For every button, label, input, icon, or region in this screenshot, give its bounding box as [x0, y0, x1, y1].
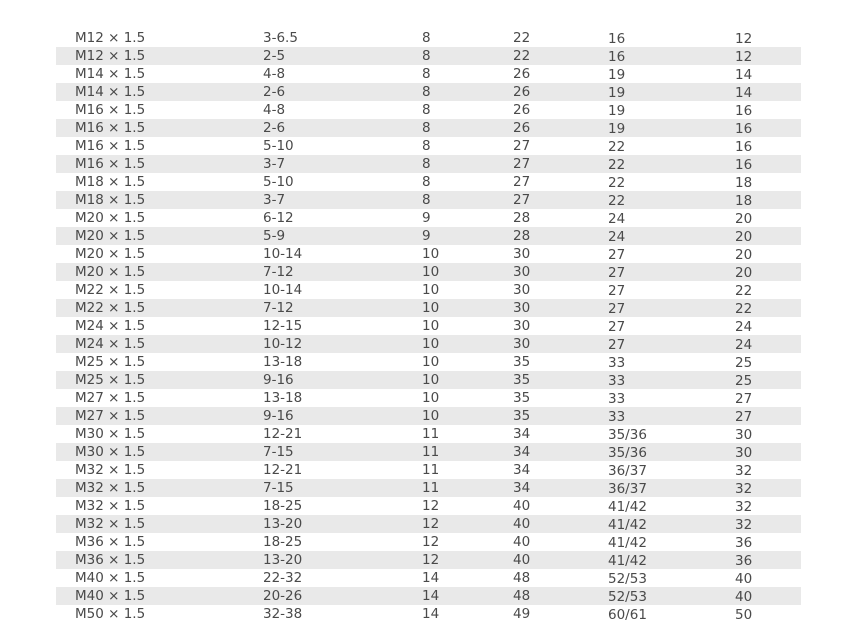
cell-col-3: 10 — [368, 407, 473, 425]
table-row — [56, 605, 801, 623]
cell-thread-size: M30 × 1.5 — [75, 426, 146, 442]
cell-col-6: 18 — [735, 175, 753, 191]
cell-col-6: 24 — [735, 319, 753, 335]
cell-thread-size: M32 × 1.5 — [56, 515, 263, 533]
cell-thread-size: M32 × 1.5 — [75, 462, 146, 478]
cell-thread-size: M32 × 1.5 — [56, 479, 263, 497]
table-row — [56, 47, 801, 65]
cell-cable-range: 32-38 — [263, 606, 303, 622]
cell-col-5: 27 — [608, 247, 626, 263]
cell-cable-range: 13-20 — [263, 515, 368, 533]
cell-col-4: 35 — [513, 354, 531, 370]
table-row — [56, 335, 801, 353]
cell-col-4: 26 — [513, 102, 531, 118]
cell-col-5: 19 — [568, 83, 703, 101]
cell-col-4: 35 — [513, 390, 531, 406]
cell-col-6: 27 — [735, 391, 753, 407]
cell-thread-size: M20 × 1.5 — [75, 246, 146, 262]
cell-col-3: 10 — [422, 246, 440, 262]
cell-col-6: 32 — [735, 463, 753, 479]
cell-col-3: 14 — [422, 570, 440, 586]
cell-col-5: 27 — [608, 283, 626, 299]
cell-col-4: 27 — [513, 138, 531, 154]
table-row — [56, 587, 801, 605]
cell-col-5: 60/61 — [608, 607, 647, 623]
table-row — [56, 299, 801, 317]
cell-cable-range: 7-15 — [263, 443, 368, 461]
cell-cable-range: 13-18 — [263, 354, 303, 370]
cell-col-4: 22 — [473, 47, 568, 65]
cell-col-3: 10 — [368, 335, 473, 353]
cell-cable-range: 3-7 — [263, 155, 368, 173]
cell-col-3: 10 — [368, 371, 473, 389]
cell-thread-size: M16 × 1.5 — [56, 119, 263, 137]
cell-col-5: 22 — [608, 175, 626, 191]
cell-col-5: 22 — [568, 155, 703, 173]
cell-thread-size: M12 × 1.5 — [56, 47, 263, 65]
cell-col-3: 12 — [368, 515, 473, 533]
cell-col-6: 20 — [703, 227, 801, 245]
table-row — [56, 83, 801, 101]
cell-col-3: 8 — [422, 66, 431, 82]
cell-thread-size: M32 × 1.5 — [75, 498, 146, 514]
cell-col-3: 8 — [368, 47, 473, 65]
cell-thread-size: M40 × 1.5 — [75, 570, 146, 586]
cell-col-6: 36 — [735, 535, 753, 551]
cell-cable-range: 10-12 — [263, 335, 368, 353]
cell-col-4: 48 — [473, 587, 568, 605]
table-row — [56, 425, 801, 443]
table-row — [56, 533, 801, 551]
cell-col-5: 19 — [568, 119, 703, 137]
cell-col-5: 24 — [568, 227, 703, 245]
cell-cable-range: 3-6.5 — [263, 30, 298, 46]
cell-cable-range: 9-16 — [263, 407, 368, 425]
cell-col-6: 12 — [735, 31, 753, 47]
cell-cable-range: 18-25 — [263, 498, 303, 514]
cell-col-3: 8 — [368, 191, 473, 209]
cell-thread-size: M18 × 1.5 — [75, 174, 146, 190]
cell-col-5: 22 — [568, 191, 703, 209]
cell-cable-range: 22-32 — [263, 570, 303, 586]
cell-thread-size: M20 × 1.5 — [56, 263, 263, 281]
table-row — [56, 29, 801, 47]
cell-cable-range: 5-10 — [263, 138, 294, 154]
cell-col-5: 19 — [608, 103, 626, 119]
cell-col-6: 32 — [703, 515, 801, 533]
cell-col-4: 34 — [513, 426, 531, 442]
cell-cable-range: 5-10 — [263, 174, 294, 190]
cell-cable-range: 3-7 — [263, 191, 368, 209]
cell-col-6: 14 — [703, 83, 801, 101]
cell-col-3: 9 — [368, 227, 473, 245]
cell-col-6: 20 — [703, 263, 801, 281]
cell-cable-range: 18-25 — [263, 534, 303, 550]
table-row — [56, 137, 801, 155]
table-row — [56, 389, 801, 407]
cell-cable-range: 12-15 — [263, 318, 303, 334]
cell-col-4: 30 — [473, 335, 568, 353]
cell-cable-range: 2-5 — [263, 47, 368, 65]
cell-col-5: 16 — [608, 31, 626, 47]
cell-col-5: 27 — [568, 263, 703, 281]
cell-col-3: 9 — [422, 210, 431, 226]
cell-col-4: 30 — [473, 299, 568, 317]
cell-col-6: 22 — [735, 283, 753, 299]
cell-col-3: 8 — [368, 119, 473, 137]
cell-thread-size: M20 × 1.5 — [75, 210, 146, 226]
cell-col-3: 11 — [422, 462, 440, 478]
cell-col-3: 12 — [422, 498, 440, 514]
cell-col-5: 41/42 — [568, 515, 703, 533]
cell-cable-range: 7-15 — [263, 479, 368, 497]
cell-col-6: 12 — [703, 47, 801, 65]
cell-col-3: 8 — [422, 102, 431, 118]
cell-cable-range: 13-20 — [263, 551, 368, 569]
cell-col-6: 16 — [735, 139, 753, 155]
cell-thread-size: M24 × 1.5 — [75, 318, 146, 334]
cell-thread-size: M24 × 1.5 — [56, 335, 263, 353]
cell-cable-range: 2-6 — [263, 119, 368, 137]
cell-col-4: 26 — [473, 83, 568, 101]
cell-col-4: 26 — [513, 66, 531, 82]
cell-col-6: 16 — [703, 119, 801, 137]
cell-col-5: 27 — [568, 335, 703, 353]
cell-thread-size: M25 × 1.5 — [56, 371, 263, 389]
cell-col-6: 14 — [735, 67, 753, 83]
cell-col-3: 8 — [368, 83, 473, 101]
table-row — [56, 443, 801, 461]
cell-col-5: 27 — [568, 299, 703, 317]
cell-col-3: 10 — [368, 299, 473, 317]
spec-table-body — [56, 29, 801, 623]
cell-col-4: 40 — [473, 515, 568, 533]
cell-cable-range: 5-9 — [263, 227, 368, 245]
cell-col-3: 8 — [422, 174, 431, 190]
cell-col-3: 14 — [422, 606, 440, 622]
cell-col-6: 24 — [703, 335, 801, 353]
cell-col-5: 33 — [568, 407, 703, 425]
cell-col-6: 20 — [735, 211, 753, 227]
cell-thread-size: M27 × 1.5 — [56, 407, 263, 425]
cell-col-5: 27 — [608, 319, 626, 335]
cell-thread-size: M16 × 1.5 — [75, 102, 146, 118]
cell-col-4: 34 — [473, 443, 568, 461]
cell-thread-size: M16 × 1.5 — [75, 138, 146, 154]
cell-col-3: 11 — [368, 443, 473, 461]
cell-thread-size: M22 × 1.5 — [56, 299, 263, 317]
cell-thread-size: M14 × 1.5 — [56, 83, 263, 101]
cell-cable-range: 12-21 — [263, 426, 303, 442]
cell-col-6: 20 — [735, 247, 753, 263]
cell-col-6: 32 — [703, 479, 801, 497]
table-row — [56, 317, 801, 335]
cell-thread-size: M14 × 1.5 — [75, 66, 146, 82]
table-row — [56, 245, 801, 263]
cell-cable-range: 2-6 — [263, 83, 368, 101]
cell-col-5: 19 — [608, 67, 626, 83]
cell-col-6: 25 — [703, 371, 801, 389]
cell-col-3: 12 — [422, 534, 440, 550]
table-row — [56, 119, 801, 137]
table-row — [56, 227, 801, 245]
cell-col-4: 26 — [473, 119, 568, 137]
cell-col-3: 8 — [422, 30, 431, 46]
cell-cable-range: 4-8 — [263, 66, 286, 82]
cell-col-4: 30 — [513, 282, 531, 298]
cell-col-5: 52/53 — [608, 571, 647, 587]
cell-col-5: 52/53 — [568, 587, 703, 605]
cell-col-6: 16 — [703, 155, 801, 173]
cell-thread-size: M50 × 1.5 — [75, 606, 146, 622]
table-row — [56, 209, 801, 227]
cell-col-3: 8 — [368, 155, 473, 173]
cell-col-3: 10 — [368, 263, 473, 281]
table-row — [56, 263, 801, 281]
cell-col-5: 41/42 — [608, 499, 647, 515]
cell-col-3: 10 — [422, 390, 440, 406]
cell-col-4: 27 — [513, 174, 531, 190]
cell-col-4: 35 — [473, 371, 568, 389]
cell-col-6: 50 — [735, 607, 753, 623]
cell-col-3: 11 — [422, 426, 440, 442]
cell-col-5: 33 — [608, 391, 626, 407]
table-row — [56, 479, 801, 497]
cell-thread-size: M18 × 1.5 — [56, 191, 263, 209]
cell-thread-size: M25 × 1.5 — [75, 354, 146, 370]
table-row — [56, 353, 801, 371]
cell-thread-size: M30 × 1.5 — [56, 443, 263, 461]
cell-col-3: 10 — [422, 354, 440, 370]
cell-col-3: 10 — [422, 318, 440, 334]
table-row — [56, 281, 801, 299]
cell-col-5: 33 — [568, 371, 703, 389]
cell-col-5: 22 — [608, 139, 626, 155]
cell-cable-range: 10-14 — [263, 246, 303, 262]
cell-col-5: 35/36 — [568, 443, 703, 461]
table-row — [56, 155, 801, 173]
cell-col-4: 40 — [513, 534, 531, 550]
cell-col-5: 24 — [608, 211, 626, 227]
cell-thread-size: M20 × 1.5 — [56, 227, 263, 245]
cell-cable-range: 9-16 — [263, 371, 368, 389]
cell-col-4: 30 — [473, 263, 568, 281]
cell-col-4: 28 — [513, 210, 531, 226]
cell-col-5: 35/36 — [608, 427, 647, 443]
cell-thread-size: M22 × 1.5 — [75, 282, 146, 298]
table-row — [56, 515, 801, 533]
cell-col-6: 16 — [735, 103, 753, 119]
cell-cable-range: 4-8 — [263, 102, 286, 118]
cell-col-6: 22 — [703, 299, 801, 317]
cell-col-4: 48 — [513, 570, 531, 586]
cell-col-4: 49 — [513, 606, 531, 622]
cell-col-4: 34 — [473, 479, 568, 497]
cell-col-4: 40 — [473, 551, 568, 569]
cell-thread-size: M27 × 1.5 — [75, 390, 146, 406]
cell-col-4: 27 — [473, 191, 568, 209]
table-row — [56, 497, 801, 515]
cell-thread-size: M40 × 1.5 — [56, 587, 263, 605]
cell-col-5: 41/42 — [608, 535, 647, 551]
cell-col-6: 40 — [703, 587, 801, 605]
cell-col-4: 30 — [513, 318, 531, 334]
cell-col-5: 36/37 — [568, 479, 703, 497]
cell-col-5: 36/37 — [608, 463, 647, 479]
cell-col-5: 33 — [608, 355, 626, 371]
cell-thread-size: M16 × 1.5 — [56, 155, 263, 173]
cell-col-6: 30 — [703, 443, 801, 461]
table-row — [56, 569, 801, 587]
cell-cable-range: 6-12 — [263, 210, 294, 226]
cell-col-6: 36 — [703, 551, 801, 569]
table-row — [56, 461, 801, 479]
table-row — [56, 407, 801, 425]
cell-col-5: 41/42 — [568, 551, 703, 569]
cell-col-3: 14 — [368, 587, 473, 605]
cell-col-4: 34 — [513, 462, 531, 478]
cell-cable-range: 20-26 — [263, 587, 368, 605]
cell-col-4: 40 — [513, 498, 531, 514]
table-row — [56, 101, 801, 119]
cell-cable-range: 13-18 — [263, 390, 303, 406]
cell-col-4: 35 — [473, 407, 568, 425]
cell-thread-size: M36 × 1.5 — [75, 534, 146, 550]
cell-col-5: 16 — [568, 47, 703, 65]
table-row — [56, 191, 801, 209]
table-row — [56, 173, 801, 191]
cell-col-3: 10 — [422, 282, 440, 298]
cell-col-6: 27 — [703, 407, 801, 425]
cell-col-6: 25 — [735, 355, 753, 371]
cell-cable-range: 10-14 — [263, 282, 303, 298]
cell-cable-range: 7-12 — [263, 263, 368, 281]
cell-thread-size: M36 × 1.5 — [56, 551, 263, 569]
table-row — [56, 551, 801, 569]
cell-col-3: 11 — [368, 479, 473, 497]
table-row — [56, 65, 801, 83]
cell-col-4: 28 — [473, 227, 568, 245]
cell-col-6: 30 — [735, 427, 753, 443]
cell-col-4: 30 — [513, 246, 531, 262]
cell-cable-range: 7-12 — [263, 299, 368, 317]
cell-thread-size: M12 × 1.5 — [75, 30, 146, 46]
cell-col-3: 12 — [368, 551, 473, 569]
cell-col-6: 32 — [735, 499, 753, 515]
cell-col-6: 18 — [703, 191, 801, 209]
cell-col-3: 8 — [422, 138, 431, 154]
cell-col-6: 40 — [735, 571, 753, 587]
cell-col-4: 22 — [513, 30, 531, 46]
spec-table — [56, 29, 801, 623]
cell-col-4: 27 — [473, 155, 568, 173]
cell-cable-range: 12-21 — [263, 462, 303, 478]
table-row — [56, 371, 801, 389]
